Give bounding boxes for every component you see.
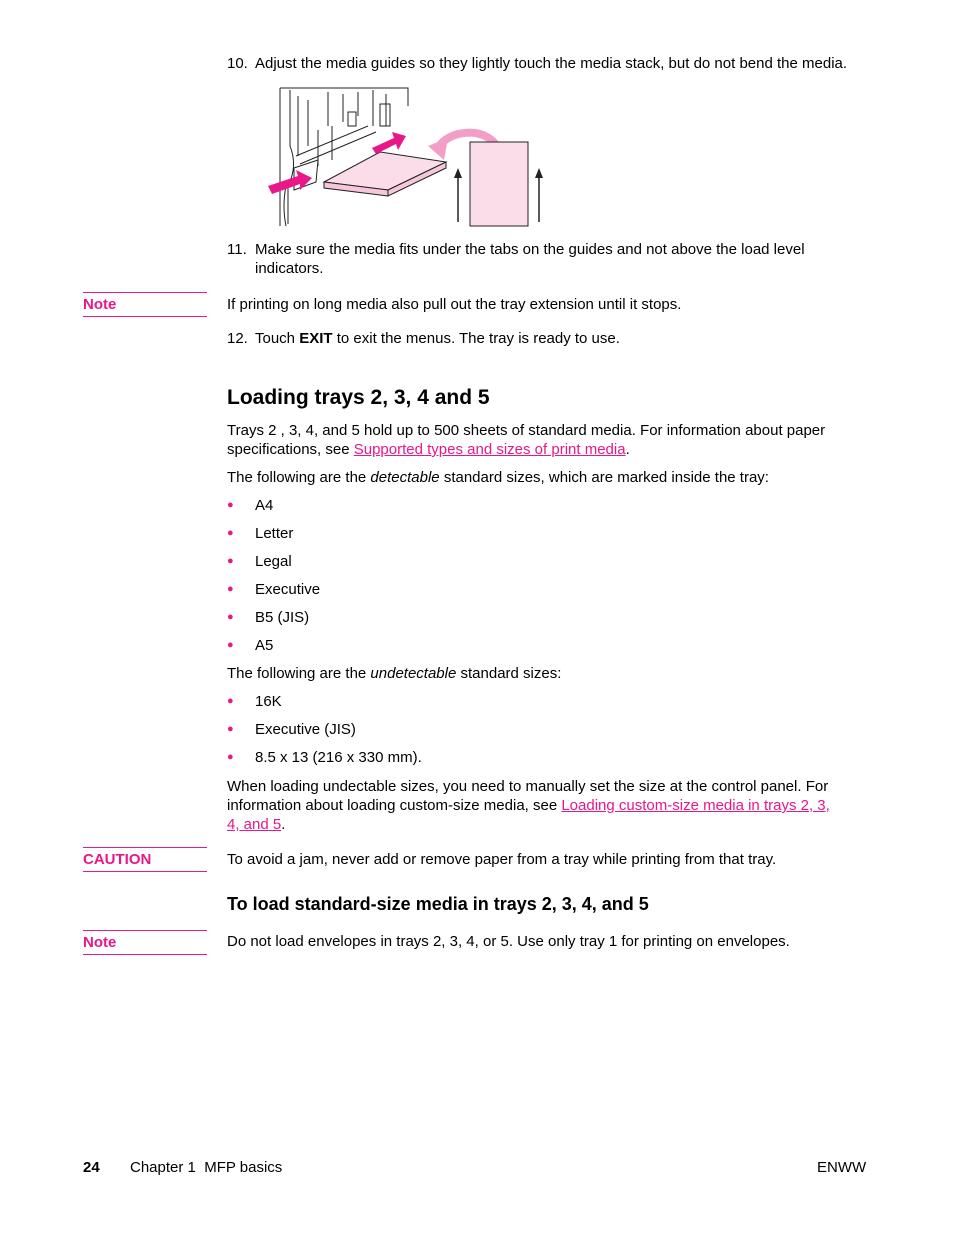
subsection-heading: To load standard-size media in trays 2, 3, 4, and 5 (227, 894, 649, 914)
section-heading: Loading trays 2, 3, 4 and 5 (227, 386, 490, 409)
bullet-icon: ● (227, 611, 234, 623)
detectable-before: The following are the (227, 469, 371, 486)
intro-line: Trays 2 , 3, 4, and 5 hold up to 500 sheets of standard media. For information about paper (227, 422, 826, 439)
step-text-line: indicators. (255, 260, 324, 277)
custom-size-link-continued[interactable]: 4, and 5 (227, 816, 282, 833)
supported-types-link[interactable]: Supported types and sizes of print media (353, 441, 626, 458)
note-text: If printing on long media also pull out the tray extension until it stops. (227, 296, 682, 313)
tray-loading-illustration (268, 86, 558, 228)
list-item: Executive (255, 581, 321, 598)
bullet-icon: ● (227, 499, 234, 511)
note-text: Do not load envelopes in trays 2, 3, 4, or 5. Use only tray 1 for printing on envelopes. (227, 933, 790, 950)
custom-line (227, 815, 867, 834)
section-intro (227, 421, 867, 459)
bullet-icon: ● (227, 639, 234, 651)
step-text-after: to exit the menus. The tray is ready to use. (332, 330, 620, 347)
bullet-icon: ● (227, 695, 234, 707)
list-item: 8.5 x 13 (216 x 330 mm). (255, 749, 422, 766)
detectable-intro (227, 468, 867, 487)
custom-line (227, 796, 867, 815)
list-item: Letter (255, 525, 294, 542)
chapter-title: Chapter 1 MFP basics (130, 1159, 283, 1176)
list-item: A5 (255, 637, 274, 654)
caution-text: To avoid a jam, never add or remove paper from a tray while printing from that tray. (227, 851, 777, 868)
footer-right: ENWW (817, 1159, 867, 1176)
undetectable-intro (227, 664, 867, 683)
undetectable-before: The following are the (227, 665, 371, 682)
page-number: 24 (83, 1159, 100, 1176)
step-text: Adjust the media guides so they lightly touch the media stack, but do not bend the media. (255, 55, 848, 72)
bullet-icon: ● (227, 527, 234, 539)
bullet-icon: ● (227, 723, 234, 735)
bullet-icon: ● (227, 751, 234, 763)
step-number: 10. (227, 55, 248, 72)
custom-after-link: . (281, 816, 286, 833)
custom-size-link[interactable]: Loading custom-size media in trays 2, 3, (561, 797, 830, 814)
intro-before-link: specifications, see (227, 441, 354, 458)
step-number: 11. (227, 241, 247, 258)
list-item: B5 (JIS) (255, 609, 310, 626)
exit-keyword: EXIT (299, 330, 333, 347)
list-item: A4 (255, 497, 274, 514)
step-text (255, 240, 875, 278)
step-text-line: Make sure the media fits under the tabs on the guides and not above the load level (255, 241, 805, 258)
list-item: 16K (255, 693, 282, 710)
undetectable-after: standard sizes: (456, 665, 562, 682)
custom-before-link: information about loading custom-size media, see (227, 797, 562, 814)
detectable-emphasis: detectable (370, 469, 440, 486)
note-label: Note (83, 930, 207, 955)
step-text (255, 329, 875, 348)
custom-size-paragraph (227, 777, 867, 834)
custom-line: When loading undectable sizes, you need to manually set the size at the control panel. For (227, 778, 829, 795)
bullet-icon: ● (227, 555, 234, 567)
bullet-icon: ● (227, 583, 234, 595)
detectable-after: standard sizes, which are marked inside the tray: (439, 469, 769, 486)
step-number: 12. (227, 330, 248, 347)
intro-after-link: . (625, 441, 630, 458)
caution-label: CAUTION (83, 847, 207, 872)
intro-line (227, 440, 867, 459)
undetectable-emphasis: undetectable (370, 665, 457, 682)
list-item: Legal (255, 553, 292, 570)
note-label: Note (83, 292, 207, 317)
step-text-before: Touch (255, 330, 300, 347)
list-item: Executive (JIS) (255, 721, 356, 738)
